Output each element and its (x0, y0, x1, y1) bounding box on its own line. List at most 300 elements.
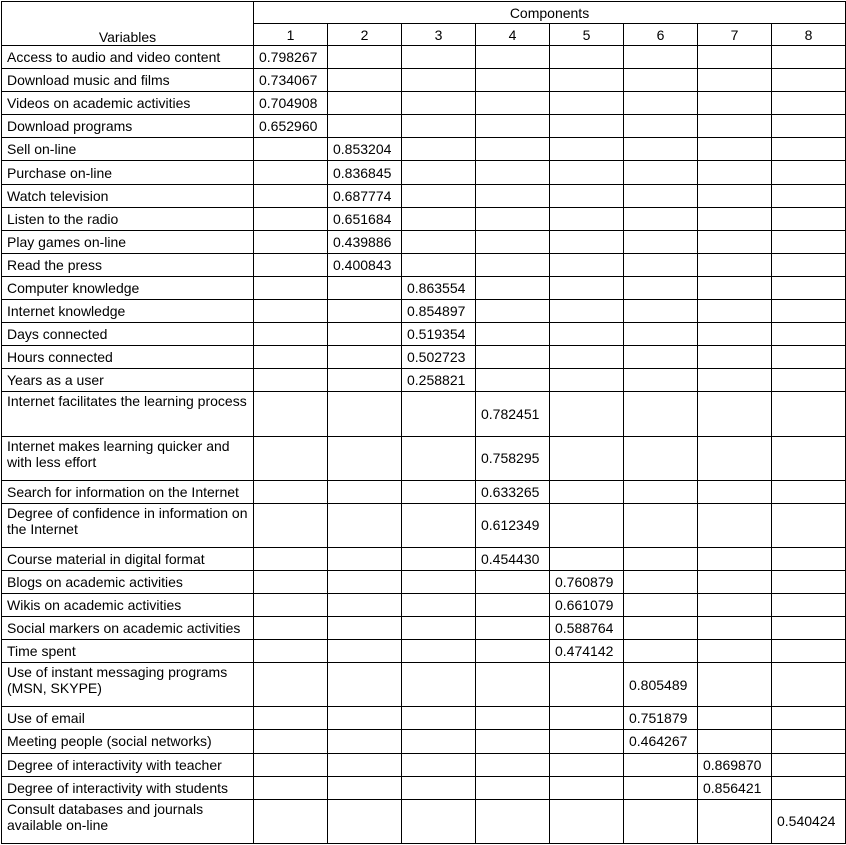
variable-cell: Use of instant messaging programs (MSN, SKYPE) (2, 663, 254, 707)
loading-value-cell: 0.652960 (254, 115, 328, 138)
empty-cell (476, 776, 550, 799)
table-body (2, 46, 846, 844)
empty-cell (476, 640, 550, 663)
empty-cell (402, 184, 476, 207)
table-row (2, 730, 846, 753)
empty-cell (476, 707, 550, 730)
empty-cell (476, 69, 550, 92)
empty-cell (698, 230, 772, 253)
empty-cell (254, 480, 328, 503)
empty-cell (550, 69, 624, 92)
loading-value-cell: 0.439886 (328, 230, 402, 253)
loading-value-cell: 0.464267 (624, 730, 698, 753)
table-row (2, 617, 846, 640)
table-row (2, 799, 846, 843)
empty-cell (328, 663, 402, 707)
empty-cell (550, 799, 624, 843)
empty-cell (402, 480, 476, 503)
empty-cell (476, 138, 550, 161)
empty-cell (254, 730, 328, 753)
empty-cell (698, 92, 772, 115)
variable-cell: Hours connected (2, 346, 254, 369)
empty-cell (550, 138, 624, 161)
empty-cell (772, 184, 846, 207)
loading-value-cell: 0.633265 (476, 480, 550, 503)
empty-cell (476, 323, 550, 346)
empty-cell (772, 480, 846, 503)
empty-cell (772, 730, 846, 753)
loading-value-cell: 0.704908 (254, 92, 328, 115)
table-row (2, 300, 846, 323)
empty-cell (402, 230, 476, 253)
variable-cell: Time spent (2, 640, 254, 663)
variable-cell: Use of email (2, 707, 254, 730)
empty-cell (698, 707, 772, 730)
empty-cell (772, 663, 846, 707)
empty-cell (624, 617, 698, 640)
empty-cell (328, 92, 402, 115)
empty-cell (328, 69, 402, 92)
table-row (2, 392, 846, 436)
empty-cell (328, 323, 402, 346)
empty-cell (402, 753, 476, 776)
empty-cell (624, 346, 698, 369)
loading-value-cell: 0.853204 (328, 138, 402, 161)
empty-cell (624, 392, 698, 436)
loading-value-cell: 0.474142 (550, 640, 624, 663)
variable-cell: Internet knowledge (2, 300, 254, 323)
empty-cell (254, 753, 328, 776)
empty-cell (772, 46, 846, 69)
table-row (2, 276, 846, 299)
empty-cell (624, 253, 698, 276)
empty-cell (328, 707, 402, 730)
empty-cell (550, 503, 624, 547)
empty-cell (476, 253, 550, 276)
loading-value-cell: 0.805489 (624, 663, 698, 707)
loading-value-cell: 0.454430 (476, 547, 550, 570)
table-row (2, 436, 846, 480)
empty-cell (254, 547, 328, 570)
component-header-3: 3 (402, 24, 476, 46)
empty-cell (402, 392, 476, 436)
table-row (2, 323, 846, 346)
empty-cell (550, 369, 624, 392)
empty-cell (476, 593, 550, 616)
loading-value-cell: 0.760879 (550, 570, 624, 593)
table-row (2, 207, 846, 230)
loading-value-cell: 0.400843 (328, 253, 402, 276)
loading-value-cell: 0.758295 (476, 436, 550, 480)
empty-cell (624, 207, 698, 230)
empty-cell (550, 230, 624, 253)
empty-cell (624, 799, 698, 843)
component-header-1: 1 (254, 24, 328, 46)
empty-cell (476, 753, 550, 776)
empty-cell (698, 480, 772, 503)
empty-cell (550, 161, 624, 184)
empty-cell (476, 207, 550, 230)
empty-cell (254, 707, 328, 730)
empty-cell (328, 480, 402, 503)
variable-cell: Download music and films (2, 69, 254, 92)
table-row (2, 663, 846, 707)
empty-cell (402, 207, 476, 230)
empty-cell (772, 776, 846, 799)
empty-cell (550, 300, 624, 323)
empty-cell (254, 207, 328, 230)
empty-cell (698, 184, 772, 207)
empty-cell (698, 570, 772, 593)
empty-cell (772, 69, 846, 92)
empty-cell (550, 480, 624, 503)
empty-cell (328, 570, 402, 593)
empty-cell (402, 547, 476, 570)
empty-cell (624, 46, 698, 69)
loading-value-cell: 0.751879 (624, 707, 698, 730)
empty-cell (476, 161, 550, 184)
empty-cell (328, 547, 402, 570)
empty-cell (254, 184, 328, 207)
loading-value-cell: 0.258821 (402, 369, 476, 392)
empty-cell (772, 617, 846, 640)
loading-value-cell: 0.854897 (402, 300, 476, 323)
empty-cell (402, 707, 476, 730)
table-row (2, 346, 846, 369)
empty-cell (328, 753, 402, 776)
table-row (2, 369, 846, 392)
empty-cell (698, 369, 772, 392)
empty-cell (402, 115, 476, 138)
loading-value-cell: 0.612349 (476, 503, 550, 547)
empty-cell (476, 369, 550, 392)
empty-cell (698, 547, 772, 570)
empty-cell (550, 115, 624, 138)
empty-cell (402, 663, 476, 707)
empty-cell (772, 593, 846, 616)
empty-cell (550, 276, 624, 299)
empty-cell (254, 663, 328, 707)
empty-cell (328, 640, 402, 663)
empty-cell (254, 161, 328, 184)
empty-cell (402, 253, 476, 276)
table-row (2, 46, 846, 69)
components-header: Components (254, 2, 846, 24)
empty-cell (772, 207, 846, 230)
empty-cell (698, 69, 772, 92)
empty-cell (624, 92, 698, 115)
empty-cell (624, 503, 698, 547)
empty-cell (772, 230, 846, 253)
empty-cell (402, 617, 476, 640)
empty-cell (328, 300, 402, 323)
empty-cell (624, 230, 698, 253)
table-row (2, 776, 846, 799)
table-row (2, 184, 846, 207)
empty-cell (772, 346, 846, 369)
loading-value-cell: 0.588764 (550, 617, 624, 640)
empty-cell (550, 663, 624, 707)
empty-cell (698, 799, 772, 843)
variable-cell: Download programs (2, 115, 254, 138)
empty-cell (772, 547, 846, 570)
empty-cell (624, 436, 698, 480)
component-header-2: 2 (328, 24, 402, 46)
empty-cell (772, 115, 846, 138)
empty-cell (254, 253, 328, 276)
empty-cell (254, 570, 328, 593)
empty-cell (698, 161, 772, 184)
variable-cell: Degree of confidence in information on the Internet (2, 503, 254, 547)
empty-cell (772, 707, 846, 730)
empty-cell (402, 776, 476, 799)
empty-cell (402, 69, 476, 92)
empty-cell (624, 776, 698, 799)
empty-cell (328, 115, 402, 138)
table-row (2, 69, 846, 92)
empty-cell (254, 323, 328, 346)
empty-cell (402, 46, 476, 69)
empty-cell (402, 593, 476, 616)
empty-cell (254, 346, 328, 369)
empty-cell (698, 300, 772, 323)
empty-cell (254, 503, 328, 547)
empty-cell (772, 300, 846, 323)
empty-cell (476, 46, 550, 69)
loading-value-cell: 0.836845 (328, 161, 402, 184)
empty-cell (402, 138, 476, 161)
empty-cell (698, 346, 772, 369)
empty-cell (402, 161, 476, 184)
variable-cell: Degree of interactivity with students (2, 776, 254, 799)
empty-cell (772, 369, 846, 392)
factor-loadings-table (1, 1, 846, 844)
empty-cell (402, 92, 476, 115)
empty-cell (328, 436, 402, 480)
empty-cell (698, 503, 772, 547)
empty-cell (698, 115, 772, 138)
variables-header: Variables (2, 2, 254, 46)
empty-cell (476, 617, 550, 640)
empty-cell (254, 640, 328, 663)
empty-cell (476, 184, 550, 207)
variable-cell: Social markers on academic activities (2, 617, 254, 640)
empty-cell (328, 392, 402, 436)
empty-cell (254, 369, 328, 392)
empty-cell (772, 503, 846, 547)
variable-cell: Access to audio and video content (2, 46, 254, 69)
loading-value-cell: 0.734067 (254, 69, 328, 92)
component-header-6: 6 (624, 24, 698, 46)
empty-cell (624, 276, 698, 299)
empty-cell (254, 776, 328, 799)
empty-cell (254, 300, 328, 323)
empty-cell (698, 392, 772, 436)
table-row (2, 161, 846, 184)
empty-cell (698, 593, 772, 616)
empty-cell (254, 799, 328, 843)
empty-cell (550, 346, 624, 369)
empty-cell (254, 276, 328, 299)
empty-cell (476, 300, 550, 323)
empty-cell (772, 253, 846, 276)
empty-cell (772, 138, 846, 161)
empty-cell (550, 753, 624, 776)
empty-cell (624, 161, 698, 184)
empty-cell (328, 617, 402, 640)
empty-cell (550, 323, 624, 346)
table-row (2, 707, 846, 730)
empty-cell (550, 730, 624, 753)
empty-cell (402, 640, 476, 663)
empty-cell (550, 776, 624, 799)
empty-cell (550, 392, 624, 436)
component-header-5: 5 (550, 24, 624, 46)
empty-cell (402, 436, 476, 480)
table-row (2, 570, 846, 593)
table-row (2, 593, 846, 616)
empty-cell (698, 46, 772, 69)
loading-value-cell: 0.863554 (402, 276, 476, 299)
empty-cell (624, 323, 698, 346)
empty-cell (550, 207, 624, 230)
empty-cell (772, 161, 846, 184)
empty-cell (624, 69, 698, 92)
variable-cell: Internet makes learning quicker and with less effort (2, 436, 254, 480)
variable-cell: Years as a user (2, 369, 254, 392)
loading-value-cell: 0.782451 (476, 392, 550, 436)
table-row (2, 547, 846, 570)
table-row (2, 753, 846, 776)
empty-cell (402, 799, 476, 843)
empty-cell (698, 323, 772, 346)
table-row (2, 640, 846, 663)
table-row (2, 92, 846, 115)
variable-cell: Degree of interactivity with teacher (2, 753, 254, 776)
variable-cell: Blogs on academic activities (2, 570, 254, 593)
empty-cell (624, 480, 698, 503)
table-row (2, 480, 846, 503)
loading-value-cell: 0.856421 (698, 776, 772, 799)
empty-cell (550, 46, 624, 69)
empty-cell (476, 92, 550, 115)
variable-cell: Videos on academic activities (2, 92, 254, 115)
empty-cell (476, 115, 550, 138)
empty-cell (550, 707, 624, 730)
empty-cell (476, 730, 550, 753)
loading-value-cell: 0.798267 (254, 46, 328, 69)
variable-cell: Computer knowledge (2, 276, 254, 299)
empty-cell (402, 503, 476, 547)
empty-cell (624, 369, 698, 392)
empty-cell (698, 207, 772, 230)
variable-cell: Days connected (2, 323, 254, 346)
empty-cell (772, 436, 846, 480)
empty-cell (254, 617, 328, 640)
empty-cell (772, 392, 846, 436)
empty-cell (624, 115, 698, 138)
empty-cell (328, 503, 402, 547)
variable-cell: Watch television (2, 184, 254, 207)
empty-cell (328, 276, 402, 299)
empty-cell (772, 92, 846, 115)
empty-cell (698, 617, 772, 640)
variable-cell: Internet facilitates the learning process (2, 392, 254, 436)
empty-cell (254, 230, 328, 253)
empty-cell (476, 230, 550, 253)
empty-cell (254, 436, 328, 480)
empty-cell (476, 799, 550, 843)
component-header-7: 7 (698, 24, 772, 46)
variable-cell: Wikis on academic activities (2, 593, 254, 616)
empty-cell (328, 46, 402, 69)
loading-value-cell: 0.540424 (772, 799, 846, 843)
empty-cell (698, 253, 772, 276)
empty-cell (698, 138, 772, 161)
empty-cell (772, 276, 846, 299)
empty-cell (624, 570, 698, 593)
empty-cell (550, 436, 624, 480)
empty-cell (254, 138, 328, 161)
empty-cell (328, 799, 402, 843)
component-header-4: 4 (476, 24, 550, 46)
variable-cell: Meeting people (social networks) (2, 730, 254, 753)
variable-cell: Purchase on-line (2, 161, 254, 184)
empty-cell (550, 92, 624, 115)
table-row (2, 253, 846, 276)
empty-cell (476, 346, 550, 369)
empty-cell (476, 276, 550, 299)
empty-cell (698, 436, 772, 480)
component-header-8: 8 (772, 24, 846, 46)
empty-cell (328, 593, 402, 616)
empty-cell (328, 346, 402, 369)
empty-cell (624, 753, 698, 776)
empty-cell (772, 640, 846, 663)
empty-cell (328, 369, 402, 392)
empty-cell (698, 730, 772, 753)
empty-cell (254, 392, 328, 436)
empty-cell (772, 753, 846, 776)
empty-cell (624, 640, 698, 663)
empty-cell (698, 640, 772, 663)
empty-cell (772, 323, 846, 346)
variable-cell: Search for information on the Internet (2, 480, 254, 503)
variable-cell: Play games on-line (2, 230, 254, 253)
variable-cell: Consult databases and journals available on-line (2, 799, 254, 843)
empty-cell (624, 184, 698, 207)
empty-cell (624, 547, 698, 570)
header-row-components (2, 2, 846, 24)
loading-value-cell: 0.519354 (402, 323, 476, 346)
empty-cell (476, 570, 550, 593)
table-row (2, 115, 846, 138)
empty-cell (698, 663, 772, 707)
empty-cell (402, 730, 476, 753)
loading-value-cell: 0.502723 (402, 346, 476, 369)
empty-cell (550, 253, 624, 276)
loading-value-cell: 0.651684 (328, 207, 402, 230)
empty-cell (698, 276, 772, 299)
variable-cell: Listen to the radio (2, 207, 254, 230)
empty-cell (550, 547, 624, 570)
table-row (2, 138, 846, 161)
empty-cell (476, 663, 550, 707)
loading-value-cell: 0.661079 (550, 593, 624, 616)
empty-cell (254, 593, 328, 616)
variable-cell: Course material in digital format (2, 547, 254, 570)
table-row (2, 230, 846, 253)
